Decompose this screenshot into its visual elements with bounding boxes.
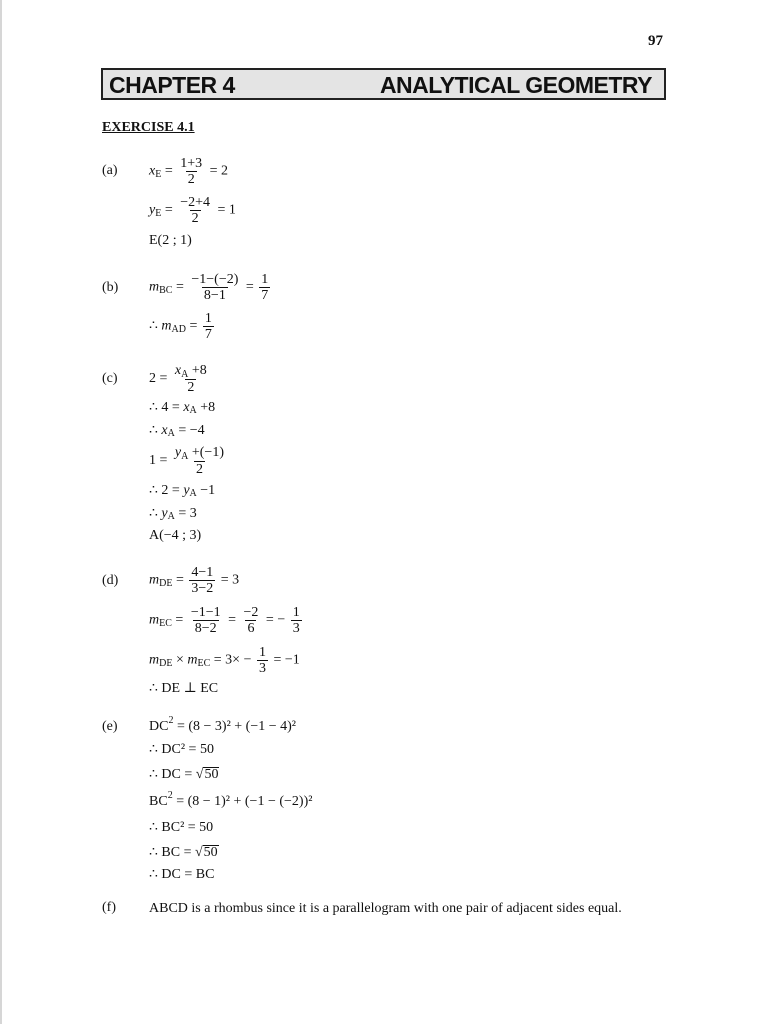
sqrt-symbol: √50: [194, 845, 218, 860]
label-f: (f): [102, 900, 116, 915]
chapter-title: ANALYTICAL GEOMETRY: [379, 72, 652, 98]
label-d: (d): [102, 573, 119, 588]
c-eq4: 1 = $\frac{y_A +(-1)}{2}$: [149, 445, 224, 477]
c-eq1: 2 = $\frac{x_A +8}{2}$: [149, 363, 207, 395]
label-c: (c): [102, 371, 118, 386]
fraction: $\frac{-2+4}{2}$: [180, 195, 211, 226]
page-left-edge: [0, 0, 2, 1024]
d-product-line: $m_{DE} \times m_{EC} = 3\times$ − $\frac{1}{3}$ = −1: [149, 645, 300, 676]
e-line6: ∴ BC = √50: [149, 845, 218, 860]
page-number: 97: [648, 33, 663, 49]
c-line6: ∴ $y_A = 3$: [149, 506, 197, 522]
d-mEC-line: $m_{EC}$ = $\frac{-1-1}{8-2}$ = $\frac{-2}{6}$ = − $\frac{1}{3}$: [149, 605, 300, 636]
chapter-number: CHAPTER 4: [109, 72, 235, 98]
c-point: A(−4 ; 3): [149, 528, 202, 543]
b-mAD-line: ∴ $m_{AD}$ = $\frac{1}{7}$: [149, 311, 212, 342]
label-a: (a): [102, 163, 118, 178]
e-line1: $DC^2 = (8 - 3)^2 + (-1 - 4)^2$: [149, 715, 296, 734]
chapter-header: [101, 68, 666, 100]
e-line5: ∴ BC² = 50: [149, 820, 214, 835]
c-line3: ∴ $x_A = -4$: [149, 423, 205, 439]
b-mBC-line: $m_{BC}$ = $\frac{-1-(-2)}{8-1}$ = $\frac{1}{7}$: [149, 272, 269, 303]
a-xE-line: $x_E$ = $\frac{1+3}{2}$ = 2: [149, 156, 229, 187]
fraction: $\frac{1+3}{2}$: [180, 156, 203, 187]
e-line4: $BC^2 = (8 - 1)^2 + (-1 - (-2))^2$: [149, 790, 313, 809]
c-line5: ∴ $2 = y_A -1$: [149, 483, 216, 499]
c-line2: ∴ $4 = x_A +8$: [149, 400, 216, 416]
a-yE-line: $y_E$ = $\frac{-2+4}{2}$ = 1: [149, 195, 236, 226]
d-conclusion: ∴ DE ⊥ EC: [149, 681, 219, 696]
e-line2: ∴ DC² = 50: [149, 742, 214, 757]
sqrt-symbol: √50: [195, 767, 219, 782]
label-e: (e): [102, 719, 118, 734]
exercise-heading: EXERCISE 4.1: [102, 120, 195, 135]
d-mDE-line: $m_{DE}$ = $\frac{4-1}{3-2}$ = 3: [149, 565, 240, 596]
a-point: E(2 ; 1): [149, 233, 192, 248]
e-line7: ∴ DC = BC: [149, 867, 215, 882]
e-line3: ∴ DC = √50: [149, 767, 219, 782]
f-paragraph: ABCD is a rhombus since it is a parallelogram with one pair of adjacent sides equal.: [149, 901, 622, 916]
label-b: (b): [102, 280, 119, 295]
